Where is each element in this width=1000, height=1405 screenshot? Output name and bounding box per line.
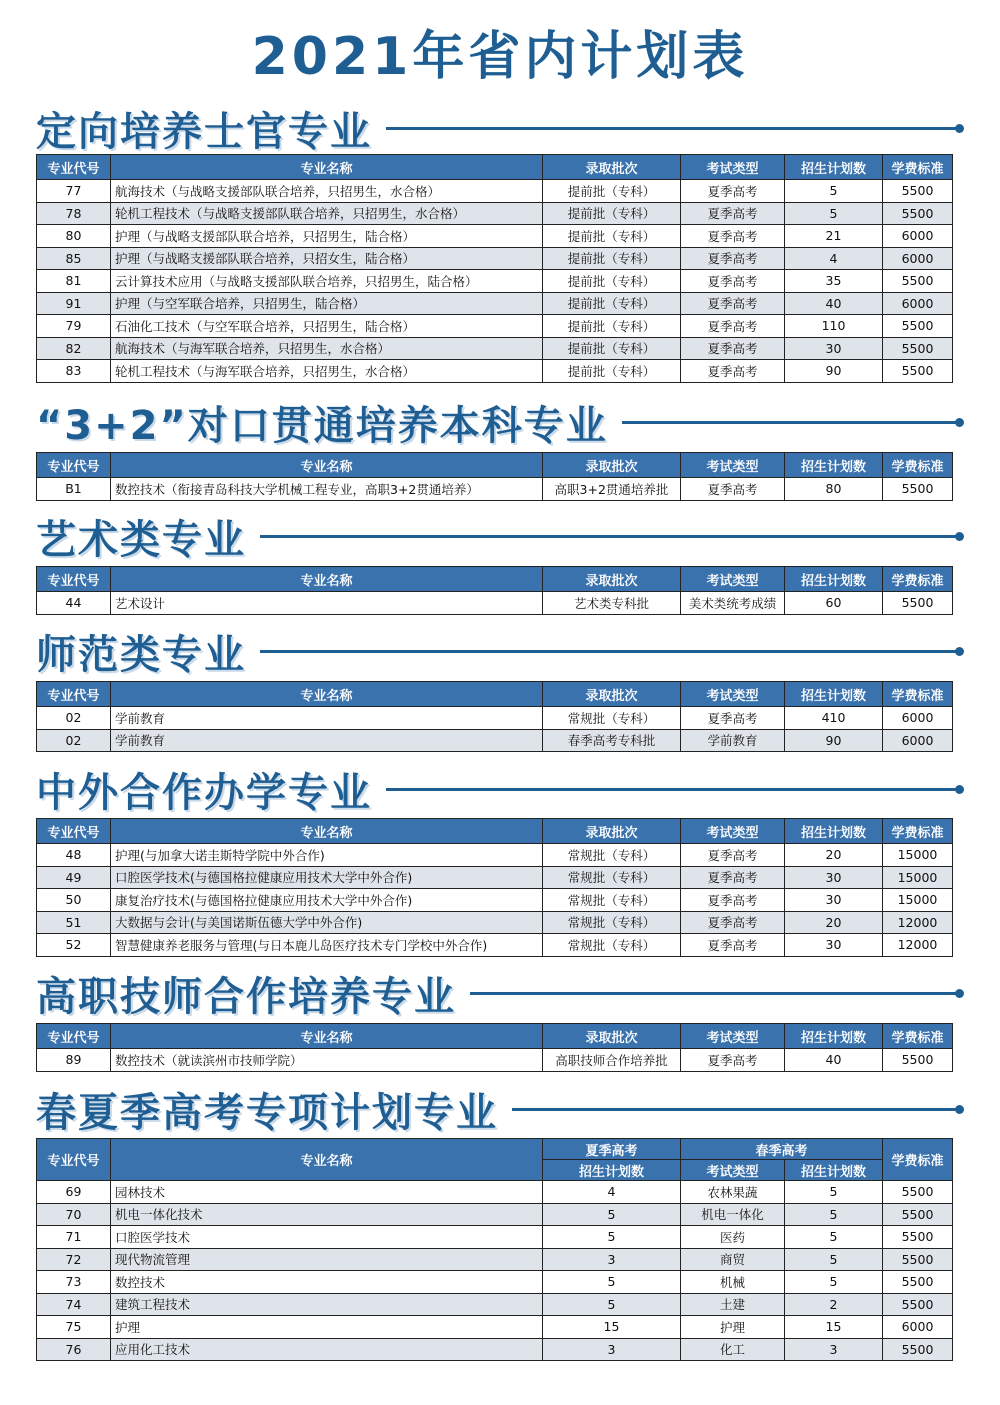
cell-code: 77	[37, 180, 111, 203]
cell-fee: 5500	[883, 180, 953, 203]
cell-exam: 夏季高考	[681, 337, 785, 360]
col-header-fee: 学费标准	[883, 819, 953, 844]
col-header-exam: 考试类型	[681, 682, 785, 707]
cell-plan: 90	[785, 729, 883, 752]
cell-name: 航海技术（与海军联合培养，只招男生，水合格）	[111, 337, 543, 360]
cell-plan: 110	[785, 315, 883, 338]
cell-batch: 常规批（专科）	[543, 889, 681, 912]
col-header-name: 专业名称	[111, 819, 543, 844]
table-row	[37, 934, 953, 957]
cell-summer-plan: 5	[543, 1203, 681, 1226]
table-row	[37, 1181, 953, 1204]
cell-name: 护理（与空军联合培养，只招男生，陆合格）	[111, 292, 543, 315]
col-header-plan: 招生计划数	[785, 567, 883, 592]
section-title: “3+2”对口贯通培养本科专业	[36, 402, 608, 449]
cell-batch: 提前批（专科）	[543, 315, 681, 338]
col-header-spring-plan: 招生计划数	[785, 1160, 883, 1181]
cell-code: 52	[37, 934, 111, 957]
cell-plan: 5	[785, 202, 883, 225]
cell-fee: 15000	[883, 889, 953, 912]
cell-code: 49	[37, 866, 111, 889]
col-header-exam: 考试类型	[681, 567, 785, 592]
section-header-directed	[36, 103, 960, 153]
section-header-coop	[36, 764, 960, 814]
col-header-batch: 录取批次	[543, 682, 681, 707]
col-header-fee: 学费标准	[883, 155, 953, 180]
col-header-plan: 招生计划数	[785, 155, 883, 180]
cell-spring-plan: 3	[785, 1338, 883, 1361]
cell-summer-plan: 3	[543, 1338, 681, 1361]
col-header-plan: 招生计划数	[785, 453, 883, 478]
col-header-code: 专业代号	[37, 819, 111, 844]
cell-batch: 常规批（专科）	[543, 707, 681, 730]
cell-name: 数控技术（就读滨州市技师学院）	[111, 1049, 543, 1072]
col-header-batch: 录取批次	[543, 567, 681, 592]
cell-batch: 艺术类专科批	[543, 592, 681, 615]
cell-code: 02	[37, 707, 111, 730]
cell-spring-exam: 机械	[681, 1271, 785, 1294]
cell-batch: 常规批（专科）	[543, 911, 681, 934]
cell-plan: 40	[785, 292, 883, 315]
cell-code: 02	[37, 729, 111, 752]
table-row	[37, 1271, 953, 1294]
cell-exam: 夏季高考	[681, 180, 785, 203]
cell-name: 航海技术（与战略支援部队联合培养，只招男生，水合格）	[111, 180, 543, 203]
cell-exam: 夏季高考	[681, 360, 785, 383]
cell-spring-exam: 医药	[681, 1226, 785, 1249]
table-row	[37, 889, 953, 912]
table-row	[37, 844, 953, 867]
cell-exam: 夏季高考	[681, 911, 785, 934]
cell-plan: 30	[785, 889, 883, 912]
table-directed	[36, 154, 953, 383]
table-row	[37, 180, 953, 203]
cell-code: 76	[37, 1338, 111, 1361]
cell-name: 护理（与战略支援部队联合培养，只招女生，陆合格）	[111, 247, 543, 270]
table-row	[37, 1316, 953, 1339]
cell-exam: 夏季高考	[681, 225, 785, 248]
section-divider	[260, 535, 960, 538]
col-header-spring-exam: 考试类型	[681, 1160, 785, 1181]
cell-spring-exam: 化工	[681, 1338, 785, 1361]
cell-exam: 夏季高考	[681, 1049, 785, 1072]
col-header-name: 专业名称	[111, 155, 543, 180]
cell-exam: 夏季高考	[681, 202, 785, 225]
cell-fee: 6000	[883, 225, 953, 248]
cell-fee: 5500	[883, 1049, 953, 1072]
table-normal	[36, 681, 953, 752]
table-row	[37, 225, 953, 248]
cell-fee: 5500	[883, 1271, 953, 1294]
col-header-code: 专业代号	[37, 567, 111, 592]
section-header-normal	[36, 626, 960, 676]
cell-code: 69	[37, 1181, 111, 1204]
col-header-code: 专业代号	[37, 682, 111, 707]
col-header-exam: 考试类型	[681, 1024, 785, 1049]
cell-fee: 12000	[883, 911, 953, 934]
cell-summer-plan: 5	[543, 1226, 681, 1249]
cell-exam: 夏季高考	[681, 866, 785, 889]
cell-code: 71	[37, 1226, 111, 1249]
cell-batch: 提前批（专科）	[543, 180, 681, 203]
cell-name: 学前教育	[111, 707, 543, 730]
cell-code: 48	[37, 844, 111, 867]
cell-exam: 学前教育	[681, 729, 785, 752]
col-header-fee: 学费标准	[883, 453, 953, 478]
table-row	[37, 292, 953, 315]
cell-exam: 夏季高考	[681, 844, 785, 867]
section-header-technician	[36, 968, 960, 1018]
cell-exam: 夏季高考	[681, 478, 785, 501]
cell-fee: 5500	[883, 478, 953, 501]
cell-batch: 提前批（专科）	[543, 270, 681, 293]
table-row	[37, 866, 953, 889]
cell-code: 70	[37, 1203, 111, 1226]
col-header-plan: 招生计划数	[785, 1024, 883, 1049]
table-row	[37, 315, 953, 338]
cell-plan: 90	[785, 360, 883, 383]
cell-batch: 常规批（专科）	[543, 866, 681, 889]
cell-name: 学前教育	[111, 729, 543, 752]
cell-name: 护理(与加拿大诺圭斯特学院中外合作)	[111, 844, 543, 867]
cell-code: B1	[37, 478, 111, 501]
section-title: 艺术类专业	[36, 516, 246, 563]
cell-exam: 夏季高考	[681, 707, 785, 730]
cell-code: 72	[37, 1248, 111, 1271]
cell-fee: 5500	[883, 360, 953, 383]
table-row	[37, 729, 953, 752]
section-title: 春夏季高考专项计划专业	[36, 1089, 498, 1136]
cell-spring-exam: 土建	[681, 1293, 785, 1316]
cell-spring-plan: 2	[785, 1293, 883, 1316]
col-header-batch: 录取批次	[543, 155, 681, 180]
col-header-exam: 考试类型	[681, 453, 785, 478]
table-through	[36, 452, 953, 501]
table-coop	[36, 818, 953, 957]
col-header-fee: 学费标准	[883, 1139, 953, 1181]
col-header-fee: 学费标准	[883, 567, 953, 592]
cell-plan: 35	[785, 270, 883, 293]
cell-name: 康复治疗技术(与德国格拉健康应用技术大学中外合作)	[111, 889, 543, 912]
section-divider	[622, 421, 960, 424]
cell-fee: 12000	[883, 934, 953, 957]
cell-code: 80	[37, 225, 111, 248]
col-header-code: 专业代号	[37, 453, 111, 478]
cell-code: 79	[37, 315, 111, 338]
cell-fee: 5500	[883, 1338, 953, 1361]
cell-name: 轮机工程技术（与海军联合培养，只招男生，水合格）	[111, 360, 543, 383]
table-row	[37, 1226, 953, 1249]
col-header-plan: 招生计划数	[785, 682, 883, 707]
cell-summer-plan: 4	[543, 1181, 681, 1204]
cell-fee: 5500	[883, 270, 953, 293]
table-row	[37, 1203, 953, 1226]
cell-spring-exam: 农林果蔬	[681, 1181, 785, 1204]
cell-plan: 30	[785, 337, 883, 360]
col-header-name: 专业名称	[111, 453, 543, 478]
cell-batch: 常规批（专科）	[543, 844, 681, 867]
cell-plan: 20	[785, 844, 883, 867]
cell-fee: 5500	[883, 337, 953, 360]
cell-fee: 6000	[883, 1316, 953, 1339]
cell-plan: 40	[785, 1049, 883, 1072]
col-header-plan: 招生计划数	[785, 819, 883, 844]
table-row	[37, 1338, 953, 1361]
col-header-code: 专业代号	[37, 1139, 111, 1181]
cell-name: 大数据与会计(与美国诺斯伍德大学中外合作)	[111, 911, 543, 934]
cell-fee: 5500	[883, 1181, 953, 1204]
col-header-batch: 录取批次	[543, 1024, 681, 1049]
cell-plan: 80	[785, 478, 883, 501]
cell-name: 数控技术（衔接青岛科技大学机械工程专业，高职3+2贯通培养）	[111, 478, 543, 501]
cell-code: 75	[37, 1316, 111, 1339]
cell-code: 78	[37, 202, 111, 225]
cell-fee: 5500	[883, 1203, 953, 1226]
cell-batch: 提前批（专科）	[543, 360, 681, 383]
cell-name: 数控技术	[111, 1271, 543, 1294]
table-row	[37, 1293, 953, 1316]
cell-plan: 30	[785, 934, 883, 957]
cell-code: 85	[37, 247, 111, 270]
section-divider	[386, 788, 960, 791]
col-header-batch: 录取批次	[543, 819, 681, 844]
page-title: 2021年省内计划表	[251, 27, 749, 87]
cell-batch: 常规批（专科）	[543, 934, 681, 957]
cell-name: 口腔医学技术	[111, 1226, 543, 1249]
table-row	[37, 911, 953, 934]
cell-plan: 20	[785, 911, 883, 934]
section-title: 定向培养士官专业	[36, 108, 372, 155]
cell-code: 81	[37, 270, 111, 293]
section-divider	[470, 992, 960, 995]
col-header-summer-plan: 招生计划数	[543, 1160, 681, 1181]
group-header-spring: 春季高考	[681, 1139, 883, 1160]
cell-name: 园林技术	[111, 1181, 543, 1204]
cell-fee: 5500	[883, 1248, 953, 1271]
cell-code: 74	[37, 1293, 111, 1316]
col-header-fee: 学费标准	[883, 1024, 953, 1049]
section-title: 师范类专业	[36, 631, 246, 678]
cell-exam: 夏季高考	[681, 889, 785, 912]
cell-fee: 6000	[883, 247, 953, 270]
cell-code: 44	[37, 592, 111, 615]
cell-name: 口腔医学技术(与德国格拉健康应用技术大学中外合作)	[111, 866, 543, 889]
cell-name: 云计算技术应用（与战略支援部队联合培养，只招男生，陆合格）	[111, 270, 543, 293]
cell-plan: 60	[785, 592, 883, 615]
cell-spring-exam: 商贸	[681, 1248, 785, 1271]
table-row	[37, 337, 953, 360]
cell-batch: 高职3+2贯通培养批	[543, 478, 681, 501]
cell-name: 建筑工程技术	[111, 1293, 543, 1316]
table-technician	[36, 1023, 953, 1072]
cell-name: 护理	[111, 1316, 543, 1339]
cell-exam: 夏季高考	[681, 315, 785, 338]
cell-spring-plan: 5	[785, 1203, 883, 1226]
table-row	[37, 707, 953, 730]
cell-code: 51	[37, 911, 111, 934]
cell-exam: 夏季高考	[681, 292, 785, 315]
section-header-through	[36, 397, 960, 447]
col-header-name: 专业名称	[111, 682, 543, 707]
cell-batch: 春季高考专科批	[543, 729, 681, 752]
cell-fee: 6000	[883, 292, 953, 315]
cell-plan: 4	[785, 247, 883, 270]
cell-plan: 5	[785, 180, 883, 203]
cell-name: 应用化工技术	[111, 1338, 543, 1361]
col-header-name: 专业名称	[111, 1024, 543, 1049]
cell-plan: 30	[785, 866, 883, 889]
col-header-code: 专业代号	[37, 155, 111, 180]
table-row	[37, 247, 953, 270]
table-row	[37, 478, 953, 501]
cell-fee: 5500	[883, 592, 953, 615]
cell-fee: 15000	[883, 844, 953, 867]
table-special	[36, 1138, 953, 1361]
section-divider	[512, 1108, 960, 1111]
cell-spring-plan: 5	[785, 1248, 883, 1271]
cell-exam: 美术类统考成绩	[681, 592, 785, 615]
section-title: 高职技师合作培养专业	[36, 973, 456, 1020]
table-row	[37, 202, 953, 225]
cell-fee: 5500	[883, 315, 953, 338]
cell-exam: 夏季高考	[681, 247, 785, 270]
cell-name: 护理（与战略支援部队联合培养，只招男生，陆合格）	[111, 225, 543, 248]
cell-code: 82	[37, 337, 111, 360]
section-divider	[386, 127, 960, 130]
cell-spring-plan: 5	[785, 1181, 883, 1204]
table-row	[37, 592, 953, 615]
cell-fee: 6000	[883, 707, 953, 730]
table-row	[37, 1049, 953, 1072]
cell-name: 现代物流管理	[111, 1248, 543, 1271]
cell-fee: 15000	[883, 866, 953, 889]
table-row	[37, 270, 953, 293]
cell-fee: 5500	[883, 1226, 953, 1249]
col-header-name: 专业名称	[111, 567, 543, 592]
cell-name: 智慧健康养老服务与管理(与日本鹿儿岛医疗技术专门学校中外合作)	[111, 934, 543, 957]
cell-spring-plan: 15	[785, 1316, 883, 1339]
col-header-fee: 学费标准	[883, 682, 953, 707]
cell-fee: 6000	[883, 729, 953, 752]
col-header-exam: 考试类型	[681, 819, 785, 844]
cell-summer-plan: 15	[543, 1316, 681, 1339]
cell-batch: 提前批（专科）	[543, 292, 681, 315]
col-header-batch: 录取批次	[543, 453, 681, 478]
cell-batch: 提前批（专科）	[543, 247, 681, 270]
cell-spring-plan: 5	[785, 1271, 883, 1294]
cell-code: 89	[37, 1049, 111, 1072]
cell-exam: 夏季高考	[681, 934, 785, 957]
cell-batch: 提前批（专科）	[543, 202, 681, 225]
section-header-art	[36, 511, 960, 561]
cell-summer-plan: 5	[543, 1271, 681, 1294]
col-header-exam: 考试类型	[681, 155, 785, 180]
section-title: 中外合作办学专业	[36, 769, 372, 816]
cell-spring-exam: 机电一体化	[681, 1203, 785, 1226]
cell-code: 50	[37, 889, 111, 912]
cell-batch: 提前批（专科）	[543, 337, 681, 360]
cell-code: 91	[37, 292, 111, 315]
col-header-code: 专业代号	[37, 1024, 111, 1049]
cell-name: 机电一体化技术	[111, 1203, 543, 1226]
table-art	[36, 566, 953, 615]
cell-summer-plan: 5	[543, 1293, 681, 1316]
cell-name: 石油化工技术（与空军联合培养，只招男生，陆合格）	[111, 315, 543, 338]
cell-exam: 夏季高考	[681, 270, 785, 293]
cell-summer-plan: 3	[543, 1248, 681, 1271]
cell-plan: 410	[785, 707, 883, 730]
cell-fee: 5500	[883, 1293, 953, 1316]
cell-code: 73	[37, 1271, 111, 1294]
cell-code: 83	[37, 360, 111, 383]
cell-plan: 21	[785, 225, 883, 248]
table-row	[37, 1248, 953, 1271]
cell-name: 艺术设计	[111, 592, 543, 615]
section-header-special	[36, 1084, 960, 1134]
section-divider	[260, 650, 960, 653]
cell-batch: 提前批（专科）	[543, 225, 681, 248]
table-row	[37, 360, 953, 383]
cell-fee: 5500	[883, 202, 953, 225]
col-header-name: 专业名称	[111, 1139, 543, 1181]
cell-spring-plan: 5	[785, 1226, 883, 1249]
cell-batch: 高职技师合作培养批	[543, 1049, 681, 1072]
cell-name: 轮机工程技术（与战略支援部队联合培养，只招男生，水合格）	[111, 202, 543, 225]
group-header-summer: 夏季高考	[543, 1139, 681, 1160]
cell-spring-exam: 护理	[681, 1316, 785, 1339]
